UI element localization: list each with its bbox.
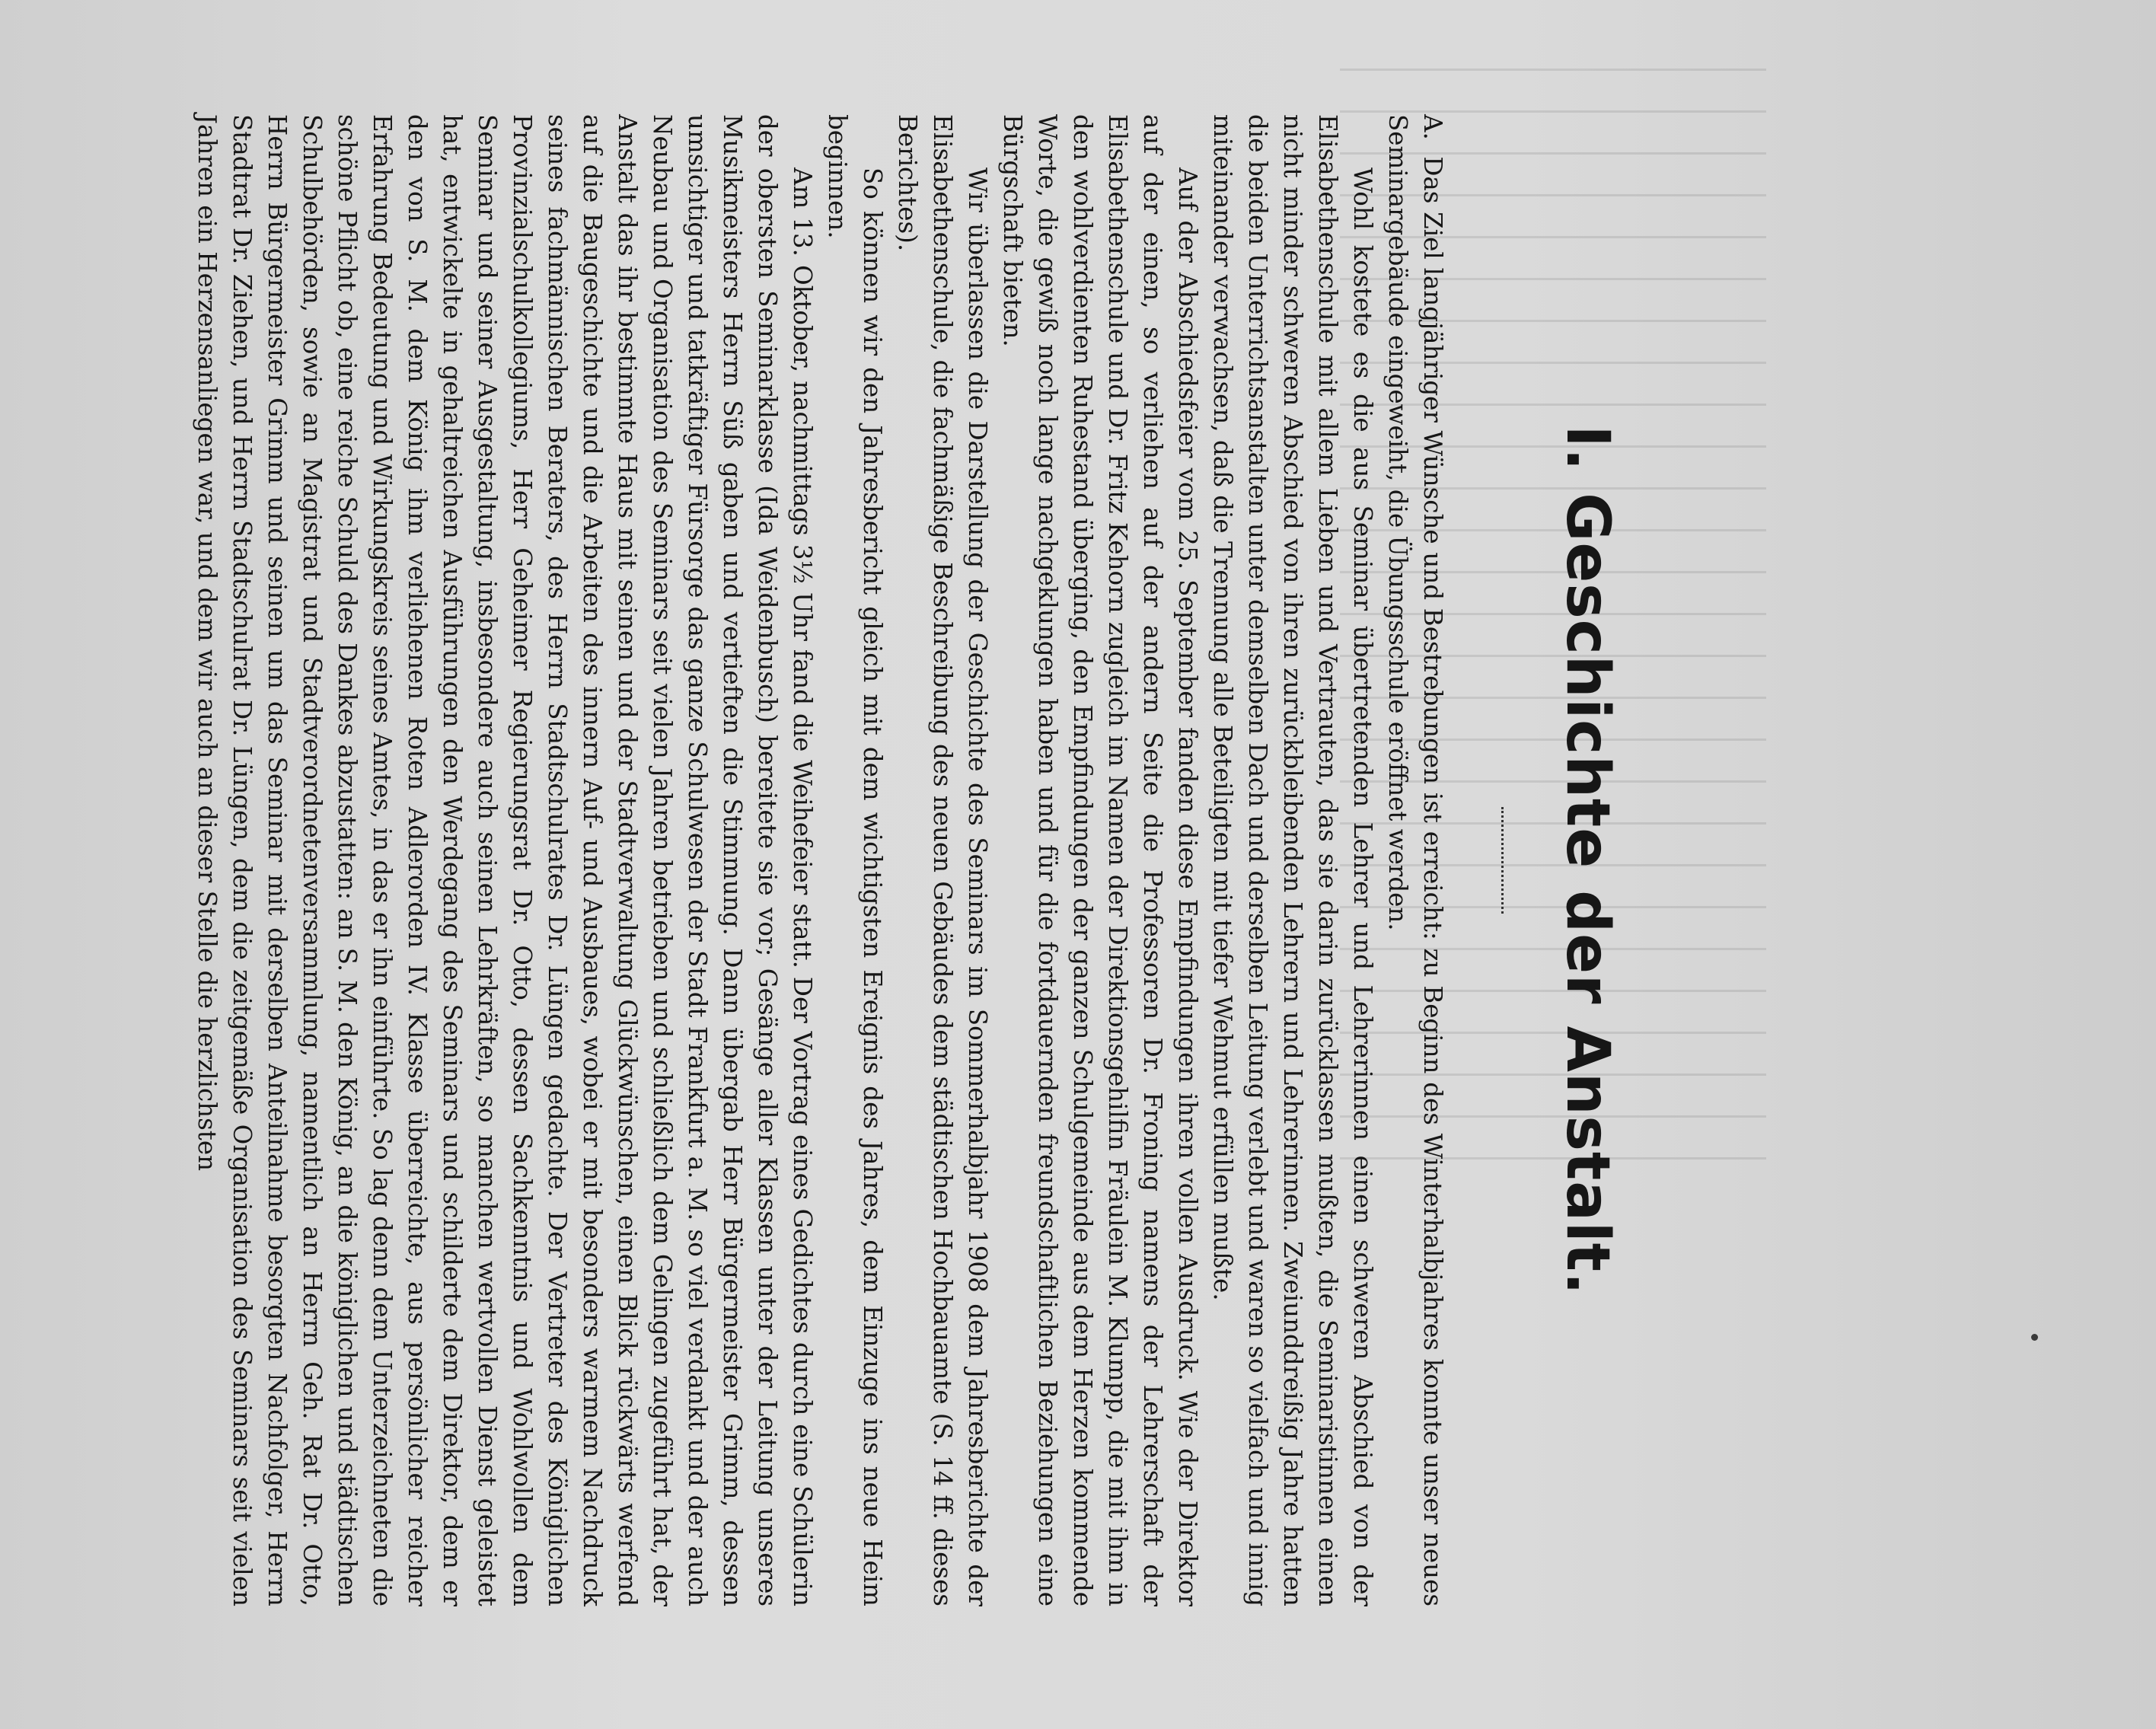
paragraph-1: [1380, 114, 1450, 1606]
decorative-divider: [1498, 807, 1504, 914]
rotated-page-content: [145, 99, 1622, 1622]
ink-spot: [2031, 1334, 2038, 1341]
paragraph-3: Auf der Abschiedsfeier vom 25. September fanden diese Empfindungen ihren vollen Ausdruck. Wie der Direktor auf der einen, so verliehen auf der andern Seite die Professoren Dr. Froning namens der Lehrerschaft der Elisabethenschule und Dr. Fritz Kehorn zugleich im Namen der Direktionsgehilfin Fräulein M. Klumpp, die mit ihm in den wohlverdienten Ruhestand überging, den Empfindungen der ganzen Schulgemeinde aus dem Herzen kommende Worte, die gewiß noch lange nachgeklungen haben und für die fortdauernden freundschaftlichen Beziehungen eine Bürgschaft bieten.: [998, 114, 1202, 1606]
page-title: I. Geschichte der Anstalt.: [1553, 425, 1622, 1296]
paragraph-5: So können wir den Jahresbericht gleich mit dem wichtigsten Ereignis des Jahres, dem Einzuge ins neue Heim beginnen.: [823, 114, 887, 1606]
section-label: A.: [1418, 114, 1447, 140]
paragraph-text: Das Ziel langjähriger Wünsche und Bestrebungen ist erreicht: zu Beginn des Winterhalbjahres konnte unser neues Seminargebäude eingeweiht, die Übungsschule eröffnet werden.: [1383, 114, 1447, 1606]
paragraph-4: Wir überlassen die Darstellung der Geschichte des Seminars im Sommerhalbjahr 1908 dem Jahresberichte der Elisabethenschule, die fachmäßige Beschreibung des neuen Gebäudes dem städtischen Hochbauamte (S. 14 ff. dieses Berichtes).: [893, 114, 992, 1606]
paragraph-2: Wohl kostete es die aus Seminar übertretenden Lehrer und Lehrerinnen einen schweren Abschied von der Elisabethenschule mit allem Lieben und Vertrauten, das sie darin zurücklassen mußten, die Seminaristinnen einen nicht minder schweren Abschied von ihren zurückbleibenden Lehrern und Lehrerinnen. Zweiunddreißig Jahre hatten die beiden Unterrichtsanstalten unter demselben Dach und derselben Leitung verlebt und waren so vielfach und innig miteinander verwachsen, daß die Trennung alle Beteiligten mit tiefer Wehmut erfüllen mußte.: [1208, 114, 1377, 1606]
paragraph-6: Am 13. Oktober, nachmittags 3½ Uhr fand die Weihefeier statt. Der Vortrag eines Gedichtes durch eine Schülerin der obersten Seminarklasse (Ida Weidenbusch) bereitete sie vor; Gesänge aller Klassen unter der Leitung unseres Musikmeisters Herrn Süß gaben und vertieften die Stimmung. Dann übergab Herr Bürgermeister Grimm, dessen umsichtiger und tatkräftiger Fürsorge das ganze Schulwesen der Stadt Frankfurt a. M. so viel verdankt und der auch Neubau und Organisation des Seminars seit vielen Jahren betrieben und schließlich dem Gelingen zugeführt hat, der Anstalt das ihr bestimmte Haus mit seinen und der Stadtverwaltung Glückwünschen, einen Blick rückwärts werfend auf die Baugeschichte und die Arbeiten des innern Auf- und Ausbaues, wobei er mit besonders warmem Nachdruck seines fachmännischen Beraters, des Herrn Stadtschulrates Dr. Lüngen gedachte. Der Vertreter des Königlichen Provinzialschulkollegiums, Herr Geheimer Regierungsrat Dr. Otto, dessen Sachkenntnis und Wohlwollen dem Seminar und seiner Ausgestaltung, insbesondere auch seinen Lehrkräften, so manchen wertvollen Dienst geleistet hat, entwickelte in gehaltreichen Ausführungen den Werdegang des Seminars und schilderte dem Direktor, dem er den von S. M. dem König ihm verliehenen Roten Adlerorden IV. Klasse überreichte, aus persönlicher reicher Erfahrung Bedeutung und Wirkungskreis seines Amtes, in das er ihn einführte. So lag denn dem Unterzeichneten die schöne Pflicht ob, eine reiche Schuld des Dankes abzustatten: an S. M. den König, an die königlichen und städtischen Schulbehörden, sowie an Magistrat und Stadtverordnetenversammlung, namentlich an Herrn Geh. Rat Dr. Otto, Herrn Bürgermeister Grimm und seinen um das Seminar mit derselben Anteilnahme besorgten Nachfolger, Herrn Stadtrat Dr. Ziehen, und Herrn Stadtschulrat Dr. Lüngen, dem die zeitgemäße Organisation des Seminars seit vielen Jahren ein Herzensanliegen war, und dem wir auch an dieser Stelle die herzlichsten: [193, 114, 817, 1606]
body-text: [190, 114, 1450, 1606]
